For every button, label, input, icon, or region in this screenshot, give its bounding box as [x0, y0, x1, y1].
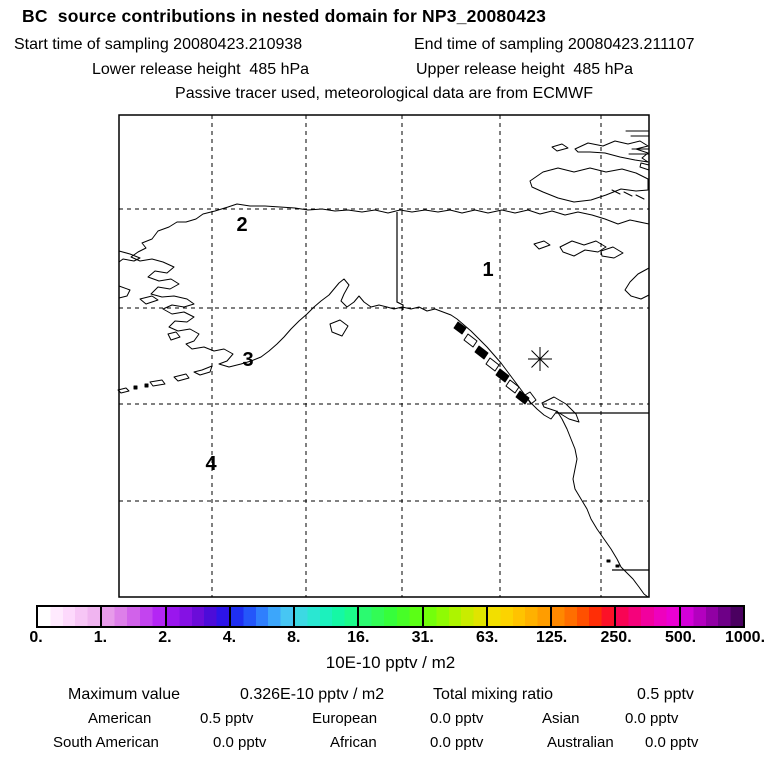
- contribution-value: 0.0 pptv: [625, 710, 679, 727]
- max-value: 0.326E-10 pptv / m2: [240, 686, 385, 703]
- colorbar-tick: 250.: [600, 629, 632, 646]
- colorbar-tick: 500.: [664, 629, 697, 646]
- colorbar-tick: 8.: [287, 629, 301, 646]
- graticule-gridlines: [119, 115, 649, 597]
- colorbar-tick: 0.: [29, 629, 43, 646]
- page-title: BC source contributions in nested domain for NP3_20080423: [22, 6, 547, 26]
- start-time-label: Start time of sampling 20080423.210938: [14, 36, 303, 53]
- colorbar-tick: 4.: [222, 629, 237, 646]
- region-label-1: 1: [482, 259, 494, 281]
- political-borders: [397, 212, 649, 570]
- contribution-label: Asian: [542, 710, 580, 727]
- colorbar-tick: 63.: [476, 629, 499, 646]
- colorbar-segment-7: [486, 607, 550, 626]
- total-mixing-value: 0.5 pptv: [637, 686, 694, 703]
- coastline: [118, 131, 649, 597]
- contribution-label: South American: [53, 734, 159, 751]
- contribution-value: 0.0 pptv: [430, 710, 484, 727]
- colorbar-segment-4: [293, 607, 357, 626]
- contribution-label: Australian: [547, 734, 614, 751]
- colorbar-segment-9: [614, 607, 678, 626]
- colorbar-tick: 1.: [93, 629, 108, 646]
- map-frame: [119, 115, 649, 597]
- contribution-label: American: [88, 710, 152, 727]
- colorbar-tick: 31.: [411, 629, 434, 646]
- colorbar-tick: 16.: [347, 629, 370, 646]
- contribution-label: European: [312, 710, 378, 727]
- lower-release-label: Lower release height 485 hPa: [92, 61, 310, 78]
- colorbar-segment-6: [422, 607, 486, 626]
- sampling-location-marker: [528, 347, 552, 371]
- colorbar-segment-5: [357, 607, 421, 626]
- region-label-3: 3: [242, 349, 254, 371]
- contribution-value: 0.0 pptv: [213, 734, 267, 751]
- colorbar-unit-label: 10E-10 pptv / m2: [325, 653, 456, 672]
- colorbar-segment-1: [100, 607, 164, 626]
- tracer-info-label: Passive tracer used, meteorological data are from ECMWF: [175, 85, 593, 102]
- colorbar-tick: 1000.: [724, 629, 766, 646]
- contribution-value: 0.0 pptv: [430, 734, 484, 751]
- upper-release-label: Upper release height 485 hPa: [416, 61, 634, 78]
- region-label-4: 4: [205, 453, 217, 475]
- region-label-2: 2: [236, 214, 248, 236]
- colorbar-tick: 2.: [158, 629, 172, 646]
- contribution-value: 0.0 pptv: [645, 734, 699, 751]
- contribution-value: 0.5 pptv: [200, 710, 254, 727]
- max-value-label: Maximum value: [68, 686, 181, 703]
- colorbar-segment-2: [165, 607, 229, 626]
- colorbar: [36, 605, 745, 628]
- end-time-label: End time of sampling 20080423.211107: [414, 36, 695, 53]
- colorbar-segment-0: [38, 607, 100, 626]
- contribution-label: African: [330, 734, 377, 751]
- total-mixing-label: Total mixing ratio: [433, 686, 554, 703]
- colorbar-segment-10: [679, 607, 743, 626]
- colorbar-tick: 125.: [536, 629, 568, 646]
- colorbar-segment-8: [550, 607, 614, 626]
- colorbar-segment-3: [229, 607, 293, 626]
